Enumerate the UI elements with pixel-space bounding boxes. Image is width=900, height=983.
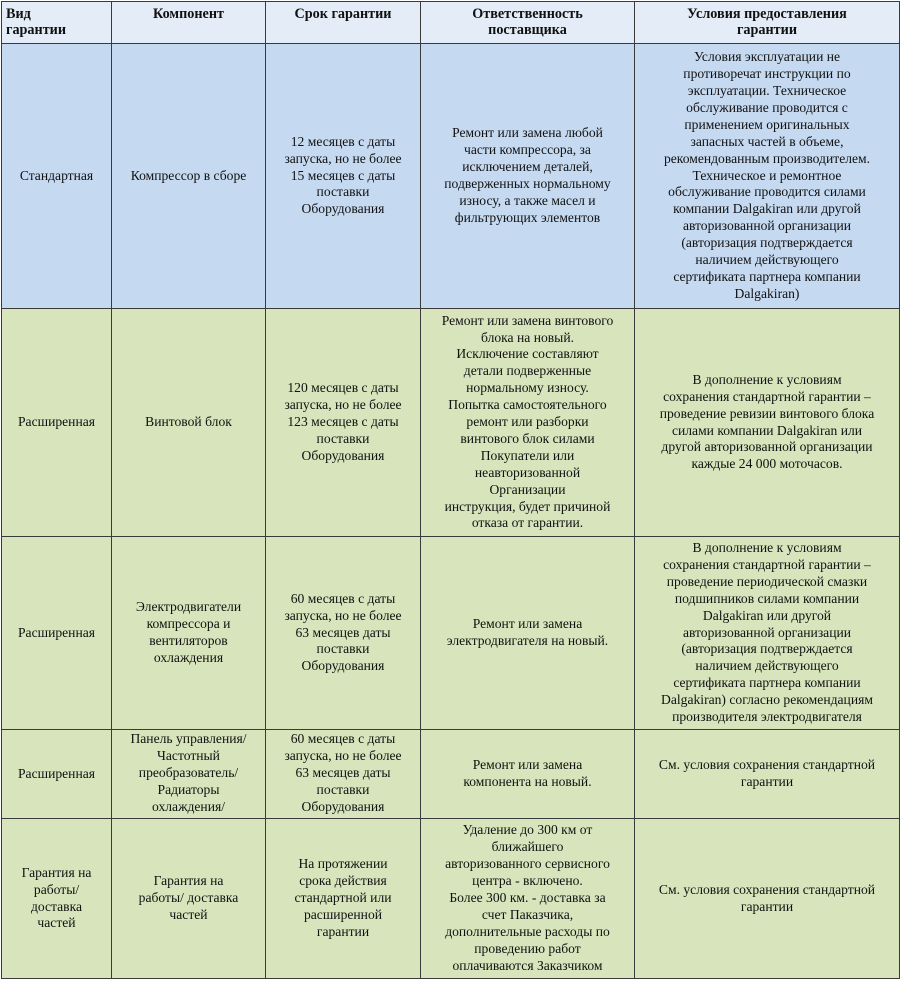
- cell-text-line: авторизованного сервисного: [445, 856, 610, 872]
- cell-text-line: Оборудования: [301, 447, 385, 463]
- cell-text-line: авторизованной организации: [682, 218, 852, 234]
- header-row: [2, 2, 900, 44]
- cell-text-line: оплачиваются Заказчиком: [452, 957, 603, 973]
- cell-text-line: неавторизованной: [474, 464, 581, 480]
- cell-text-line: Расширенная: [17, 414, 96, 430]
- cell-text-line: авторизованной организации: [682, 624, 852, 640]
- cell-text-line: силами компании Dalgakiran или: [671, 422, 863, 438]
- cell-text-line: центра - включено.: [472, 873, 583, 889]
- cell-text-line: Расширенная: [17, 624, 96, 640]
- cell-text-line: исключением деталей,: [462, 159, 593, 175]
- table-row: [2, 537, 900, 730]
- cell-text-line: Оборудования: [301, 798, 385, 814]
- cell-text-line: 63 месяцев даты: [295, 764, 391, 780]
- conditions-cell: [635, 730, 900, 819]
- cell-text-line: работы/: [33, 881, 80, 897]
- warranty-term-cell: [266, 819, 421, 979]
- cell-text-line: Гарантия на: [21, 864, 92, 880]
- cell-text-line: сертификата партнера компании: [673, 268, 861, 284]
- cell-text-line: Dalgakiran) согласно рекомендациям: [661, 692, 873, 708]
- header-supplier-responsibility: Ответственность поставщика: [421, 2, 635, 44]
- cell-text-line: Dalgakiran): [734, 285, 800, 301]
- component-cell: [112, 819, 266, 979]
- cell-text-line: Частотный: [157, 747, 220, 763]
- cell-text-line: Расширенная: [17, 765, 96, 781]
- cell-text-line: В дополнение к условиям: [692, 371, 842, 387]
- cell-text-line: Гарантия на: [153, 873, 224, 889]
- component-cell: [112, 730, 266, 819]
- cell-text-line: ремонт или разборки: [466, 414, 589, 430]
- cell-text-line: 15 месяцев с даты: [290, 167, 396, 183]
- cell-text-line: Стандартная: [19, 167, 94, 183]
- cell-text-line: поставки: [316, 781, 370, 797]
- warranty-type-cell: [2, 44, 112, 309]
- cell-text-line: наличием действующего: [695, 658, 839, 674]
- table-row: [2, 730, 900, 819]
- cell-text-line: Исключение составляют: [456, 346, 599, 362]
- cell-text-line: противоречат инструкции по: [683, 66, 851, 82]
- cell-text-line: охлаждения: [153, 649, 224, 665]
- cell-text-line: Ремонт или замена винтового: [441, 312, 614, 328]
- cell-text-line: сохранения стандартной гарантии –: [663, 388, 871, 404]
- cell-text-line: сохранения стандартной гарантии –: [663, 556, 871, 572]
- cell-text-line: 60 месяцев с даты: [290, 731, 396, 746]
- warranty-type-cell: [2, 537, 112, 730]
- cell-text-line: обслуживание проводится с: [686, 99, 848, 115]
- cell-text-line: Более 300 км. - доставка за: [449, 890, 606, 906]
- cell-text-line: ближайшего: [491, 839, 564, 855]
- header-warranty-term: Срок гарантии: [266, 2, 421, 44]
- cell-text-line: рекомендованным производителем.: [663, 150, 871, 166]
- cell-text-line: запуска, но не более: [284, 607, 402, 623]
- cell-text-line: нормальному износу.: [466, 380, 589, 396]
- cell-text-line: расширенной: [303, 906, 383, 922]
- cell-text-line: 123 месяцев с даты: [287, 414, 399, 430]
- cell-text-line: подверженных нормальному: [444, 176, 611, 191]
- cell-text-line: стандартной или: [294, 890, 392, 906]
- cell-text-line: Организации: [489, 481, 566, 497]
- cell-text-line: гарантии: [740, 774, 794, 789]
- cell-text-line: гарантии: [316, 923, 370, 939]
- cell-text-line: Dalgakiran или другой: [702, 607, 832, 623]
- header-warranty-conditions: Условия предоставления гарантии: [635, 2, 900, 44]
- cell-text-line: Электродвигатели: [135, 599, 242, 615]
- cell-text-line: поставки: [316, 430, 370, 446]
- cell-text-line: блока на новый.: [481, 329, 574, 345]
- cell-text-line: компании Dalgakiran или другой: [673, 201, 861, 217]
- table-row: [2, 44, 900, 309]
- cell-text-line: наличием действующего: [695, 252, 839, 268]
- conditions-cell: [635, 44, 900, 309]
- cell-text-line: гарантии: [740, 898, 794, 914]
- header-warranty-type: Вид гарантии: [2, 2, 112, 44]
- cell-text-line: Винтовой блок: [145, 414, 232, 430]
- responsibility-cell: [421, 819, 635, 979]
- cell-text-line: поставки: [316, 184, 370, 200]
- cell-text-line: запасных частей в объеме,: [690, 133, 844, 149]
- responsibility-cell: [421, 730, 635, 819]
- cell-text-line: поставки: [316, 641, 370, 657]
- cell-text-line: 120 месяцев с даты: [287, 380, 399, 396]
- cell-text-line: отказа от гарантии.: [471, 515, 584, 531]
- cell-text-line: вентиляторов: [149, 633, 228, 648]
- cell-text-line: фильтрующих элементов: [454, 209, 601, 225]
- cell-text-line: подшипников силами компании: [674, 590, 860, 606]
- warranty-term-cell: [266, 44, 421, 309]
- warranty-table: [1, 1, 900, 979]
- cell-text-line: Ремонт или замена любой: [452, 125, 603, 141]
- conditions-cell: [635, 819, 900, 979]
- cell-text-line: Условия эксплуатации не: [693, 49, 841, 65]
- cell-text-line: Ремонт или замена: [472, 757, 583, 773]
- cell-text-line: запуска, но не более: [284, 747, 402, 763]
- cell-text-line: износу, а также масел и: [459, 192, 596, 208]
- table-row: [2, 819, 900, 979]
- cell-text-line: каждые 24 000 моточасов.: [691, 456, 843, 472]
- cell-text-line: Оборудования: [301, 658, 385, 674]
- responsibility-cell: [421, 537, 635, 730]
- cell-text-line: частей: [169, 906, 208, 922]
- cell-text-line: применением оригинальных: [684, 116, 850, 132]
- cell-text-line: компонента на новый.: [463, 774, 592, 789]
- cell-text-line: Компрессор в сборе: [130, 167, 247, 183]
- conditions-cell: [635, 309, 900, 537]
- component-cell: [112, 537, 266, 730]
- warranty-type-cell: [2, 819, 112, 979]
- cell-text-line: частей: [37, 915, 76, 931]
- cell-text-line: эксплуатации. Техническое: [687, 83, 847, 99]
- cell-text-line: электродвигателя на новый.: [446, 633, 609, 648]
- cell-text-line: (авторизация подтверждается: [681, 641, 853, 657]
- cell-text-line: проведению работ: [474, 940, 581, 956]
- cell-text-line: Удаление до 300 км от: [462, 822, 593, 838]
- cell-text-line: дополнительные расходы по: [445, 923, 610, 939]
- conditions-cell: [635, 537, 900, 730]
- cell-text-line: 60 месяцев с даты: [290, 590, 396, 606]
- cell-text-line: детали подверженные: [463, 363, 592, 379]
- cell-text-line: преобразователь/: [138, 764, 239, 780]
- cell-text-line: запуска, но не более: [284, 150, 402, 166]
- warranty-term-cell: [266, 309, 421, 537]
- warranty-type-cell: [2, 309, 112, 537]
- cell-text-line: сертификата партнера компании: [673, 675, 861, 691]
- cell-text-line: работы/ доставка: [138, 890, 239, 906]
- cell-text-line: Покупатели или: [480, 447, 575, 463]
- cell-text-line: Оборудования: [301, 201, 385, 217]
- cell-text-line: компрессора и: [146, 616, 231, 632]
- cell-text-line: производителя электродвигателя: [672, 709, 862, 725]
- cell-text-line: На протяжении: [298, 856, 388, 872]
- cell-text-line: Ремонт или замена: [472, 616, 583, 632]
- responsibility-cell: [421, 44, 635, 309]
- cell-text-line: В дополнение к условиям: [692, 540, 842, 556]
- cell-text-line: части компрессора, за: [464, 142, 591, 158]
- component-cell: [112, 309, 266, 537]
- cell-text-line: обслуживание проводится силами: [668, 184, 866, 200]
- cell-text-line: инструкция, будет причиной: [444, 498, 611, 514]
- warranty-term-cell: [266, 730, 421, 819]
- cell-text-line: срока действия: [299, 873, 387, 889]
- responsibility-cell: [421, 309, 635, 537]
- cell-text-line: винтового блок силами: [460, 430, 595, 446]
- component-cell: [112, 44, 266, 309]
- cell-text-line: Радиаторы: [157, 781, 220, 797]
- cell-text-line: другой авторизованной организации: [661, 439, 873, 455]
- cell-text-line: 63 месяцев даты: [295, 624, 391, 640]
- cell-text-line: запуска, но не более: [284, 397, 402, 413]
- cell-text-line: См. условия сохранения стандартной: [658, 881, 876, 897]
- cell-text-line: 12 месяцев с даты: [290, 133, 396, 149]
- cell-text-line: доставка: [30, 898, 83, 914]
- warranty-term-cell: [266, 537, 421, 730]
- cell-text-line: охлаждения/: [152, 798, 225, 814]
- warranty-type-cell: [2, 730, 112, 819]
- cell-text-line: См. условия сохранения стандартной: [658, 757, 876, 773]
- cell-text-line: проведение ревизии винтового блока: [659, 405, 875, 421]
- cell-text-line: Техническое и ремонтное: [692, 167, 842, 183]
- cell-text-line: (авторизация подтверждается: [681, 235, 853, 251]
- table-row: [2, 309, 900, 537]
- cell-text-line: счет Паказчика,: [481, 906, 574, 922]
- cell-text-line: проведение периодической смазки: [666, 573, 868, 589]
- header-component: Компонент: [112, 2, 266, 44]
- cell-text-line: Панель управления/: [130, 731, 247, 746]
- cell-text-line: Попытка самостоятельного: [448, 397, 607, 413]
